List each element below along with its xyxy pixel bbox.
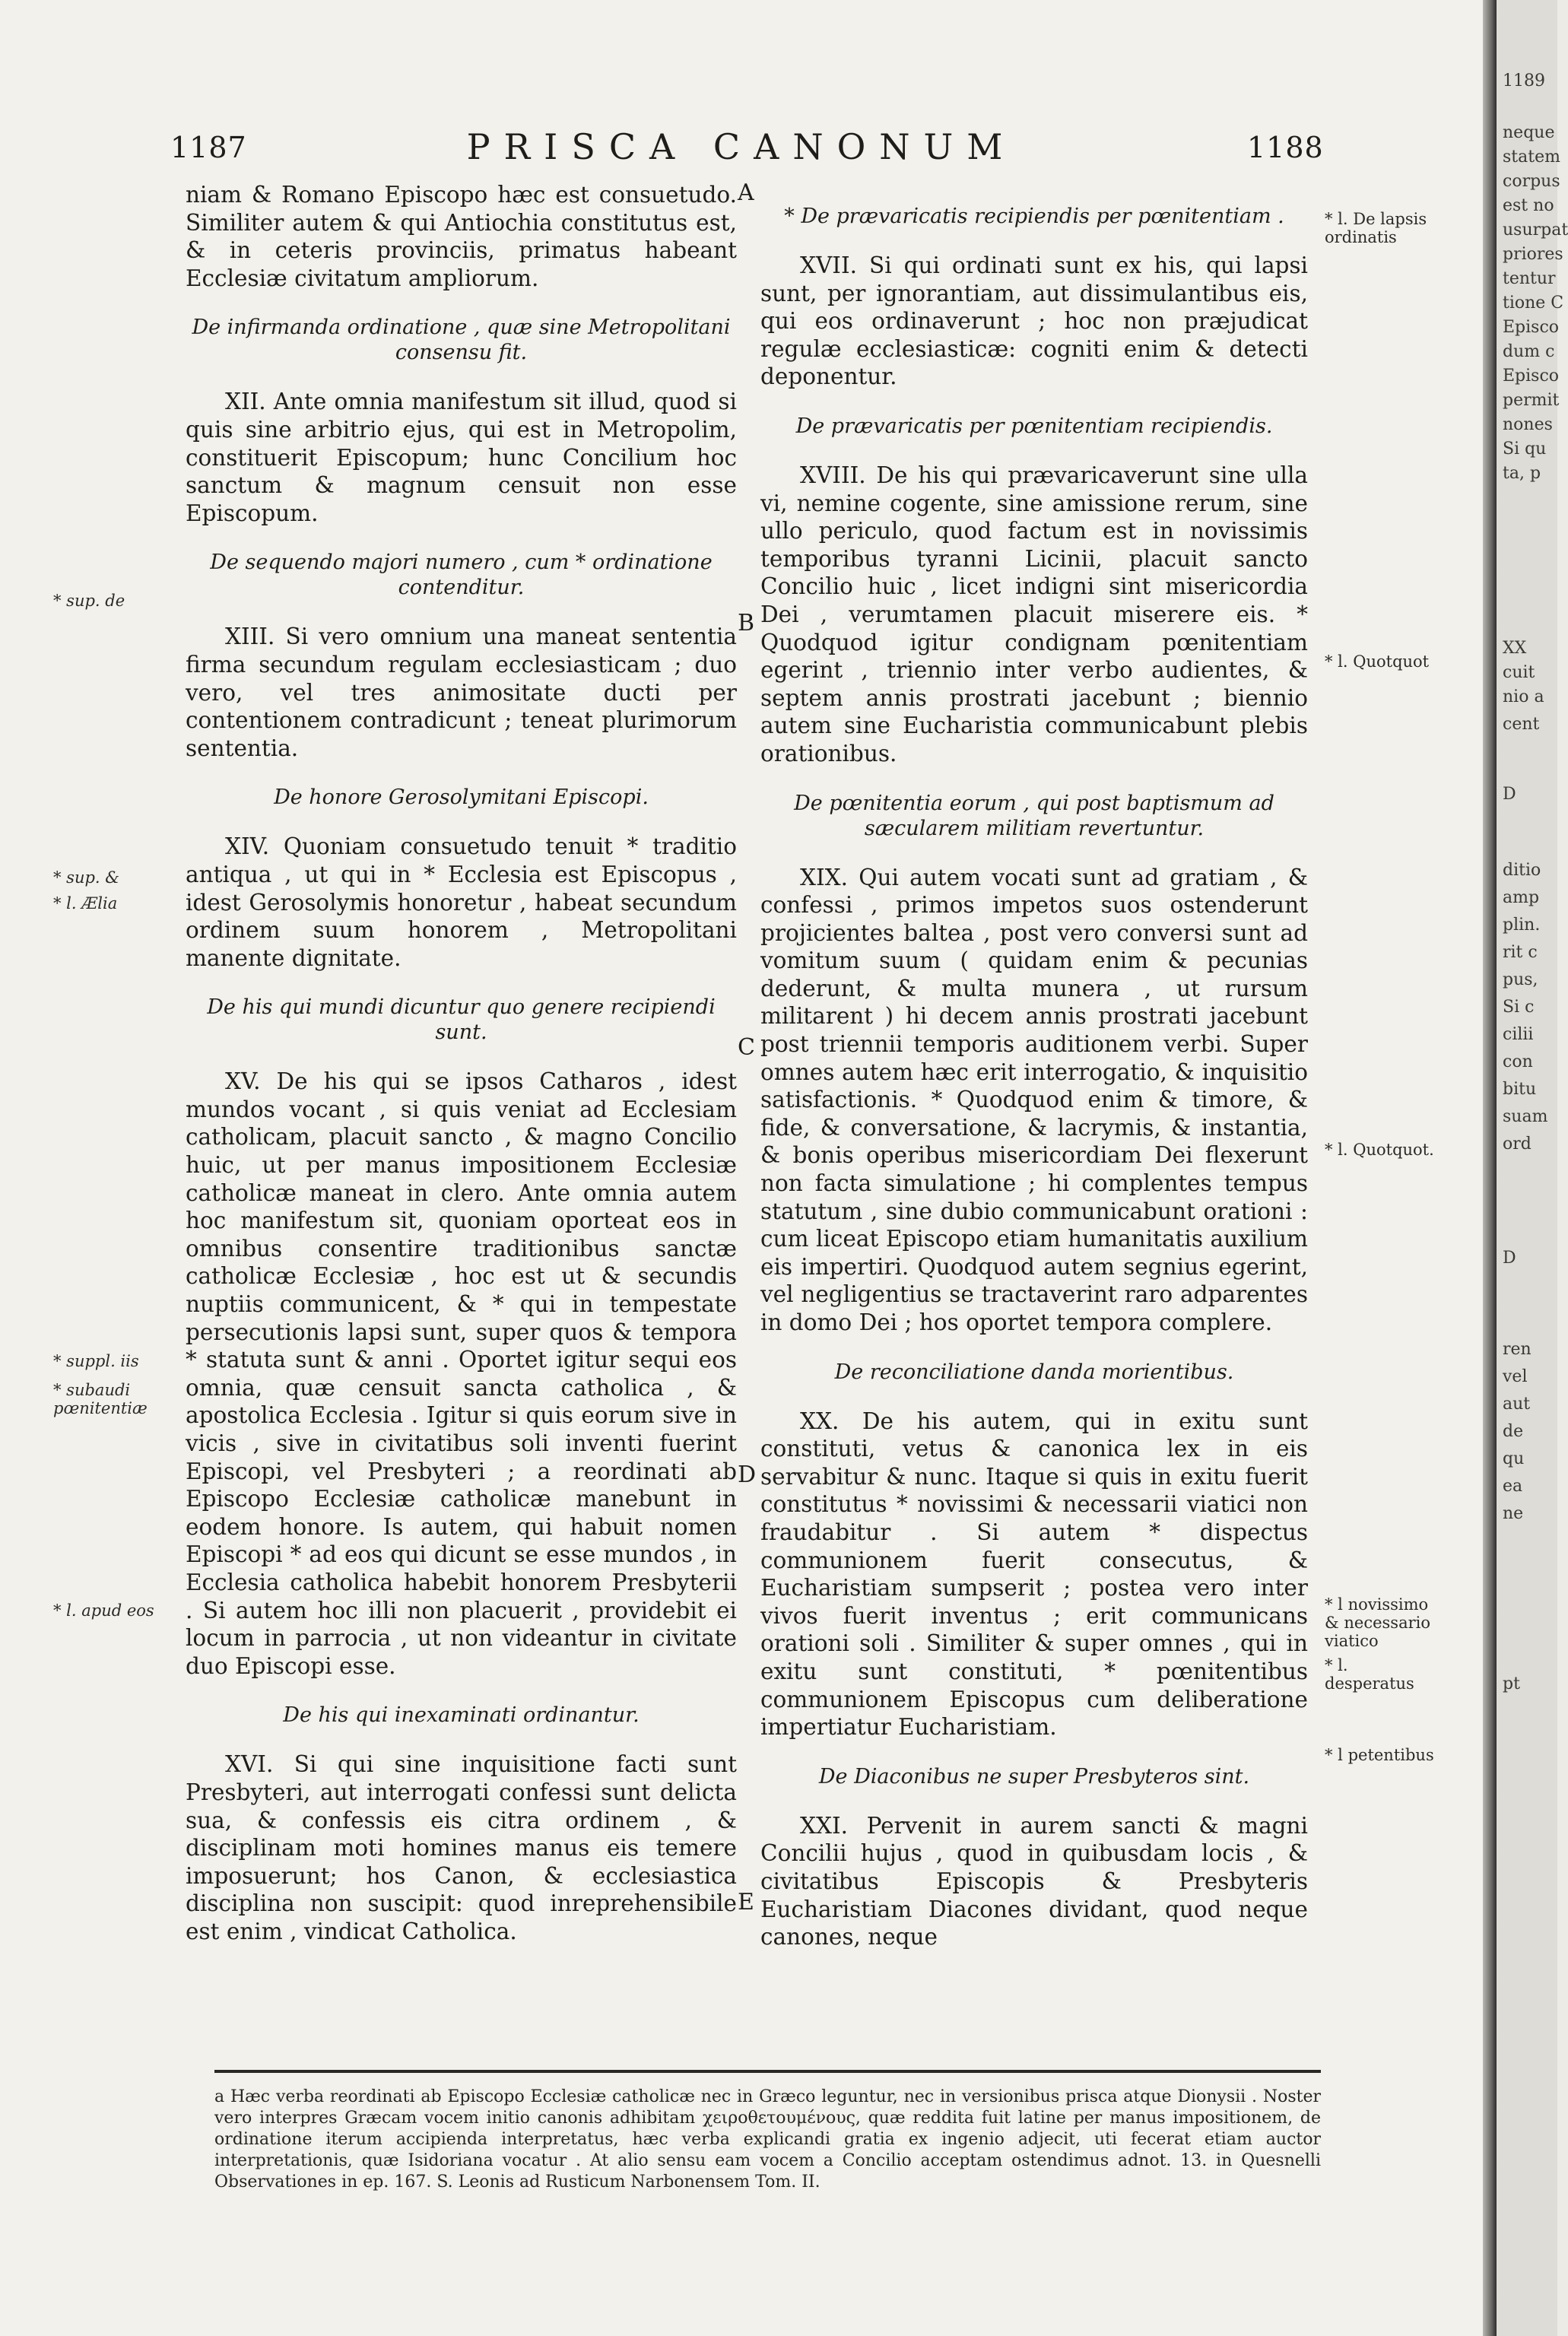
next-page-edge [1497, 0, 1568, 2336]
canon-heading: De sequendo majori numero , cum * ordinatione contenditur. [210, 551, 713, 600]
right-column [760, 181, 1308, 1951]
next-page-fragment: nones [1503, 415, 1553, 434]
next-page-fragment: Episco [1503, 367, 1560, 386]
next-page-fragment: ditio [1503, 861, 1541, 880]
left-margin-note: * sup. de [53, 592, 125, 610]
canon-paragraph: XIX. Qui autem vocati sunt ad gratiam , & confessi , primos impetos suos ostenderunt projicientes baltea , post vero conversi sunt ad vomitum suum ( quidam enim & pecunias dederunt, & multa munera , ut rursum militarent ) hi decem annis prostrati jacebunt post triennii temporis auditionem verbi. Super omnes autem hæc erit interrogatio, & inquisitio satisfactionis. * Quodquod enim & timore, & fide, & conversatione, & lacrymis, & instantia, & bonis operibus misericordiam Dei flexerunt non facta simulatione ; hi complentes tempus statutum , sine dubio communicabunt orationi : cum liceat Episcopo etiam humanitatis auxilium eis impertiri. Quodquod autem segnius egerint, vel negligentius se tractaverint raro adparentes in domo Dei ; hos oportet tempora complere. [760, 864, 1308, 1335]
next-page-fragment: ea [1503, 1477, 1523, 1496]
next-page-fragment: rit c [1503, 943, 1538, 962]
next-page-fragment: ord [1503, 1135, 1531, 1154]
next-page-number: 1189 [1503, 71, 1545, 90]
next-page-fragment: permit [1503, 391, 1560, 410]
next-page-fragment: Episco [1503, 318, 1560, 337]
right-margin-note: * l petentibus [1325, 1746, 1434, 1764]
next-page-fragment: Si c [1503, 998, 1535, 1017]
next-page-fragment: suam [1503, 1107, 1548, 1126]
next-page-fragment: pt [1503, 1674, 1520, 1693]
canon-heading: De his qui inexaminati ordinantur. [283, 1703, 640, 1728]
section-letter: D [738, 1462, 757, 1488]
page-number-right: 1188 [1247, 131, 1324, 164]
next-page-fragment: bitu [1503, 1080, 1537, 1099]
canon-heading: * De prævaricatis recipiendis per pœnitentiam . [784, 205, 1284, 228]
right-margin-note: * l. De lapsis ordinatis [1325, 210, 1427, 246]
canon-heading: De reconciliatione danda morientibus. [834, 1360, 1234, 1384]
canon-paragraph: niam & Romano Episcopo hæc est consuetudo. Similiter autem & qui Antiochia constitutus est, & in ceteris provinciis, primatus habeant Ecclesiæ civitatum ampliorum. [186, 182, 737, 291]
page-number-left: 1187 [170, 131, 247, 164]
next-page-fragment: priores [1503, 245, 1563, 264]
book-gutter [1483, 0, 1497, 2336]
canon-heading: De his qui mundi dicuntur quo genere recipiendi sunt. [207, 995, 716, 1045]
running-head: PRISCA CANONUM [466, 126, 1017, 167]
next-page-fragment: Si qu [1503, 440, 1547, 459]
next-page-fragment: de [1503, 1422, 1524, 1441]
section-letter: A [738, 179, 754, 206]
next-page-fragment: XX [1503, 639, 1527, 658]
next-page-fragment: cilii [1503, 1025, 1534, 1044]
left-margin-note: * l. apud eos [53, 1601, 154, 1620]
section-letter: C [738, 1034, 755, 1061]
canon-heading: De pœnitentia eorum , qui post baptismum ad sæcularem militiam revertuntur. [794, 791, 1274, 840]
next-page-fragment: aut [1503, 1395, 1531, 1414]
next-page-fragment: ne [1503, 1504, 1524, 1523]
canon-heading: De infirmanda ordinatione , quæ sine Metropolitani consensu fit. [192, 316, 731, 365]
canon-paragraph: XII. Ante omnia manifestum sit illud, quod si quis sine arbitrio ejus, qui est in Metropolim, constituerit Episcopum; hunc Concilium hoc sanctum & magnum censuit non esse Episcopum. [186, 389, 737, 526]
left-margin-note: * sup. & [53, 868, 119, 887]
right-margin-note: * l novissimo & necessario viatico [1325, 1595, 1430, 1650]
canon-paragraph: XX. De his autem, qui in exitu sunt constituti, vetus & canonica lex in eis servabitur & nunc. Itaque si quis in exitu fuerit constitutus * novissimi & necessarii viatici non fraudabitur . Si autem * dispectus communionem fuerit consecutus, & Eucharistiam sumpserit ; postea vero inter vivos fuerit inventus ; erit communicans orationi soli . Similiter & super omnes , qui in exitu sunt constituti, * pœnitentibus communionem Episcopus cum deliberatione impertiatur Eucharistiam. [760, 1408, 1308, 1741]
next-page-fragment: qu [1503, 1449, 1525, 1468]
next-page-fragment: est no [1503, 196, 1554, 215]
next-page-fragment: cent [1503, 715, 1540, 734]
canon-paragraph: XIV. Quoniam consuetudo tenuit * traditio antiqua , ut qui in * Ecclesia est Episcopus , idest Gerosolymis honoretur , habeat secundum ordinem suum honorem , Metropolitani manente dignitate. [186, 833, 737, 971]
next-page-fragment: neque [1503, 123, 1555, 142]
right-margin-note: * l. desperatus [1325, 1656, 1414, 1693]
next-page-fragment: ta, p [1503, 464, 1541, 483]
footnote: a Hæc verba reordinati ab Episcopo Ecclesiæ catholicæ nec in Græco leguntur, nec in versionibus prisca atque Dionysii . Noster vero interpres Græcam vocem initio canonis adhibitam χειροθετουμένους, quæ reddita fuit latine per manus impositionem, de ordinatione iterum accipienda interpretatus, hæc verba explicandi gratia ex ingenio adjecit, uti fecerat etiam auctor interpretationis, quæ Isidoriana vocatur . At alio sensu eam vocem a Concilio acceptam ostendimus adnot. 13. in Quesnelli Observationes in ep. 167. S. Leonis ad Rusticum Narbonensem Tom. II. [214, 2087, 1321, 2192]
section-letter: B [738, 610, 755, 636]
canon-heading: De prævaricatis per pœnitentiam recipiendis. [795, 414, 1273, 438]
canon-paragraph: XV. De his qui se ipsos Catharos , idest mundos vocant , si quis veniat ad Ecclesiam catholicam, placuit sancto , & magno Concilio huic, ut per manus impositionem Ecclesiæ catholicæ maneat in clero. Ante omnia autem hoc manifestum sit, quoniam oporteat eos in omnibus consentire traditionibus sanctæ catholicæ Ecclesiæ , hoc est ut & secundis nuptiis communicent, & * qui in tempestate persecutionis lapsi sunt, super quos & tempora * statuta sunt & anni . Oportet igitur sequi eos omnia, quæ censuit sancta catholica , & apostolica Ecclesia . Igitur si quis eorum sive in vicis , sive in civitatibus soli inventi fuerint Episcopi, vel Presbyteri ; a reordinati ab Episcopo Ecclesiæ catholicæ manebunt in eodem honore. Is autem, qui habuit nomen Episcopi * ad eos qui dicunt se esse mundos , in Ecclesia catholica habebit honorem Presbyterii . Si autem hoc illi non placuerit , providebit ei locum in parrocia , ut non videantur in civitate duo Episcopi esse. [186, 1068, 737, 1679]
next-page-fragment: D [1503, 1249, 1516, 1268]
next-page-fragment: tentur [1503, 269, 1556, 288]
next-page-fragment: usurpat [1503, 221, 1568, 240]
canon-paragraph: XXI. Pervenit in aurem sancti & magni Concilii hujus , quod in quibusdam locis , & civitatibus Episcopis & Presbyteris Eucharistiam Diacones dividant, quod neque canones, neque [760, 1812, 1308, 1950]
left-margin-note: * suppl. iis [53, 1352, 139, 1370]
next-page-fragment: D [1503, 785, 1516, 804]
right-margin-note: * l. Quotquot. [1325, 1141, 1434, 1159]
next-page-fragment: tione C [1503, 294, 1564, 313]
next-page-fragment: con [1503, 1052, 1533, 1071]
next-page-fragment: corpus [1503, 172, 1560, 191]
left-column [186, 181, 737, 1946]
next-page-fragment: amp [1503, 888, 1540, 907]
canon-heading: De honore Gerosolymitani Episcopi. [274, 786, 649, 810]
canon-paragraph: XVII. Si qui ordinati sunt ex his, qui lapsi sunt, per ignorantiam, aut dissimulantibus eis, qui eos ordinaverunt ; hoc non præjudicat regulæ ecclesiasticæ: cogniti enim & detecti deponentur. [760, 252, 1308, 390]
next-page-fragment: plin. [1503, 916, 1541, 935]
footnote-rule [214, 2070, 1321, 2073]
next-page-fragment: cuit [1503, 663, 1535, 682]
next-page-fragment: statem [1503, 148, 1560, 167]
canon-paragraph: XIII. Si vero omnium una maneat sententia firma secundum regulam ecclesiasticam ; duo vero, vel tres animositate ducti per contentionem contradicunt ; teneat plurimorum sententia. [186, 624, 737, 761]
canon-paragraph: XVIII. De his qui prævaricaverunt sine ulla vi, nemine cogente, sine amissione rerum, sine ullo periculo, quod factum est in novissimis temporibus tyranni Licinii, placuit sancto Concilio huic , licet indigni sint misericordia Dei , verumtamen placuit miserere eis. * Quodquod igitur condignam pœnitentiam egerint , triennio inter verbo audientes, & septem annis prostrati jacebunt ; biennio autem sine Eucharistia communicabunt plebis orationibus. [760, 462, 1308, 766]
next-page-fragment: dum c [1503, 342, 1555, 361]
right-margin-note: * l. Quotquot [1325, 652, 1430, 671]
canon-paragraph: XVI. Si qui sine inquisitione facti sunt Presbyteri, aut interrogati confessi sunt delicta sua, & confessis eis citra ordinem , & disciplinam moti homines manus eis temere imposuerunt; hos Canon, & ecclesiastica disciplina non suscipit: quod inreprehensibile est enim , vindicat Catholica. [186, 1751, 737, 1944]
next-page-fragment: nio a [1503, 687, 1544, 706]
next-page-fragment: vel [1503, 1367, 1528, 1386]
next-page-fragment: pus, [1503, 970, 1538, 989]
left-margin-note: * l. Ælia [53, 894, 118, 912]
canon-heading: De Diaconibus ne super Presbyteros sint. [818, 1764, 1250, 1788]
left-margin-note: * subaudi pœnitentiæ [53, 1381, 148, 1417]
section-letter: E [738, 1889, 754, 1915]
next-page-fragment: ren [1503, 1340, 1531, 1359]
